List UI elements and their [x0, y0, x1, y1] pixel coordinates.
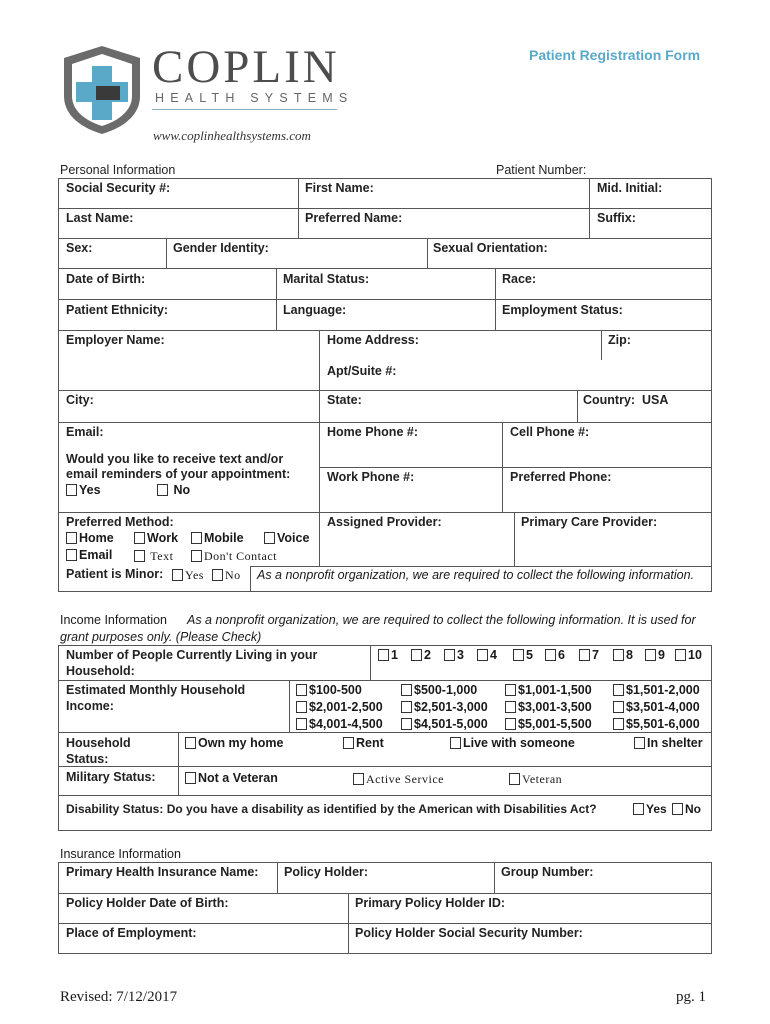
first-name-label: First Name:	[305, 181, 374, 195]
work-phone-label: Work Phone #:	[327, 470, 415, 484]
dob-label: Date of Birth:	[66, 272, 146, 286]
count-4-checkbox[interactable]: 4	[477, 648, 497, 662]
income-3001-3500-checkbox[interactable]: $3,001-3,500	[505, 700, 592, 714]
method-dont-contact-checkbox[interactable]: Don't Contact	[191, 549, 277, 564]
monthly-income-label-line2: Income:	[66, 699, 114, 713]
minor-yes-checkbox[interactable]: Yes	[172, 568, 204, 583]
primary-insurance-label: Primary Health Insurance Name:	[66, 865, 259, 879]
household-count-label-line1: Number of People Currently Living in your	[66, 648, 318, 662]
method-text-checkbox[interactable]: Text	[134, 549, 173, 564]
disability-no-checkbox[interactable]: No	[672, 802, 701, 816]
income-3501-4000-checkbox[interactable]: $3,501-4,000	[613, 700, 700, 714]
preferred-name-label: Preferred Name:	[305, 211, 403, 225]
revised-date: Revised: 7/12/2017	[60, 989, 178, 1005]
state-label: State:	[327, 393, 362, 407]
patient-number-label: Patient Number:	[496, 163, 587, 177]
method-email-checkbox[interactable]: Email	[66, 548, 112, 562]
home-address-label: Home Address:	[327, 333, 419, 347]
gender-identity-label: Gender Identity:	[173, 241, 269, 255]
brand-underline	[152, 109, 337, 110]
assigned-provider-label: Assigned Provider:	[327, 515, 442, 529]
count-10-checkbox[interactable]: 10	[675, 648, 702, 662]
brand-subtitle: HEALTH SYSTEMS	[155, 91, 354, 105]
count-3-checkbox[interactable]: 3	[444, 648, 464, 662]
reminder-no-checkbox[interactable]: No	[157, 483, 190, 497]
income-section-title: Income Information	[60, 613, 167, 627]
household-count-label-line2: Household:	[66, 664, 135, 678]
income-intro-line2: grant purposes only. (Please Check)	[60, 630, 262, 644]
personal-info-table	[58, 178, 712, 592]
logo	[60, 44, 144, 136]
ssn-label: Social Security #:	[66, 181, 171, 195]
holder-id-label: Primary Policy Holder ID:	[355, 896, 506, 910]
sexual-orientation-label: Sexual Orientation:	[433, 241, 548, 255]
count-6-checkbox[interactable]: 6	[545, 648, 565, 662]
employer-name-label: Employer Name:	[66, 333, 165, 347]
page-number: pg. 1	[676, 989, 706, 1005]
reminder-question-line1: Would you like to receive text and/or	[66, 452, 284, 466]
group-number-label: Group Number:	[501, 865, 594, 879]
status-own-home-checkbox[interactable]: Own my home	[185, 736, 283, 750]
income-2501-3000-checkbox[interactable]: $2,501-3,000	[401, 700, 488, 714]
cell-phone-label: Cell Phone #:	[510, 425, 590, 439]
count-8-checkbox[interactable]: 8	[613, 648, 633, 662]
preferred-phone-label: Preferred Phone:	[510, 470, 612, 484]
website: www.coplinhealthsystems.com	[153, 128, 311, 143]
apt-suite-label: Apt/Suite #:	[327, 364, 397, 378]
method-mobile-checkbox[interactable]: Mobile	[191, 531, 244, 545]
place-of-employment-label: Place of Employment:	[66, 926, 197, 940]
method-home-checkbox[interactable]: Home	[66, 531, 114, 545]
preferred-method-label: Preferred Method:	[66, 515, 174, 529]
count-9-checkbox[interactable]: 9	[645, 648, 665, 662]
last-name-label: Last Name:	[66, 211, 134, 225]
race-label: Race:	[502, 272, 537, 286]
status-live-with-someone-checkbox[interactable]: Live with someone	[450, 736, 575, 750]
ethnicity-label: Patient Ethnicity:	[66, 303, 169, 317]
income-4501-5000-checkbox[interactable]: $4,501-5,000	[401, 717, 488, 731]
income-5501-6000-checkbox[interactable]: $5,501-6,000	[613, 717, 700, 731]
employment-status-label: Employment Status:	[502, 303, 623, 317]
income-1501-2000-checkbox[interactable]: $1,501-2,000	[613, 683, 700, 697]
income-1001-1500-checkbox[interactable]: $1,001-1,500	[505, 683, 592, 697]
military-veteran-checkbox[interactable]: Veteran	[509, 772, 562, 787]
language-label: Language:	[283, 303, 347, 317]
home-phone-label: Home Phone #:	[327, 425, 418, 439]
minor-no-checkbox[interactable]: No	[212, 568, 241, 583]
sex-label: Sex:	[66, 241, 93, 255]
form-title: Patient Registration Form	[529, 47, 701, 63]
military-not-veteran-checkbox[interactable]: Not a Veteran	[185, 771, 278, 785]
military-status-label: Military Status:	[66, 770, 156, 784]
count-5-checkbox[interactable]: 5	[513, 648, 533, 662]
household-status-label-line2: Status:	[66, 752, 109, 766]
mid-initial-label: Mid. Initial:	[597, 181, 663, 195]
household-status-label-line1: Household	[66, 736, 131, 750]
holder-dob-label: Policy Holder Date of Birth:	[66, 896, 229, 910]
method-work-checkbox[interactable]: Work	[134, 531, 178, 545]
income-100-500-checkbox[interactable]: $100-500	[296, 683, 362, 697]
marital-status-label: Marital Status:	[283, 272, 370, 286]
income-500-1000-checkbox[interactable]: $500-1,000	[401, 683, 477, 697]
count-2-checkbox[interactable]: 2	[411, 648, 431, 662]
patient-minor-label: Patient is Minor:	[66, 567, 164, 581]
status-rent-checkbox[interactable]: Rent	[343, 736, 384, 750]
country-value: USA	[642, 393, 669, 407]
reminder-yes-checkbox[interactable]: Yes	[66, 483, 101, 497]
method-voice-checkbox[interactable]: Voice	[264, 531, 309, 545]
zip-label: Zip:	[608, 333, 631, 347]
nonprofit-note: As a nonprofit organization, we are required to collect the following information.	[257, 568, 695, 582]
insurance-section-title: Insurance Information	[60, 847, 181, 861]
income-2001-2500-checkbox[interactable]: $2,001-2,500	[296, 700, 383, 714]
status-shelter-checkbox[interactable]: In shelter	[634, 736, 703, 750]
monthly-income-label-line1: Estimated Monthly Household	[66, 683, 246, 697]
policy-holder-label: Policy Holder:	[284, 865, 369, 879]
holder-ssn-label: Policy Holder Social Security Number:	[355, 926, 583, 940]
shield-cross-icon	[60, 44, 144, 136]
disability-yes-checkbox[interactable]: Yes	[633, 802, 667, 816]
country-label: Country: USA	[583, 393, 669, 407]
count-7-checkbox[interactable]: 7	[579, 648, 599, 662]
income-intro-line1: As a nonprofit organization, we are required to collect the following information. It is used for	[187, 613, 696, 627]
income-5001-5500-checkbox[interactable]: $5,001-5,500	[505, 717, 592, 731]
reminder-question-line2: email reminders of your appointment:	[66, 467, 291, 481]
suffix-label: Suffix:	[597, 211, 636, 225]
city-label: City:	[66, 393, 94, 407]
income-4001-4500-checkbox[interactable]: $4,001-4,500	[296, 717, 383, 731]
primary-care-provider-label: Primary Care Provider:	[521, 515, 658, 529]
count-1-checkbox[interactable]: 1	[378, 648, 398, 662]
military-active-service-checkbox[interactable]: Active Service	[353, 772, 444, 787]
email-label: Email:	[66, 425, 104, 439]
brand-name: COPLIN	[152, 41, 340, 93]
disability-question: Disability Status: Do you have a disability as identified by the American with Disabilities Act?	[66, 802, 597, 816]
personal-section-title: Personal Information	[60, 163, 176, 177]
